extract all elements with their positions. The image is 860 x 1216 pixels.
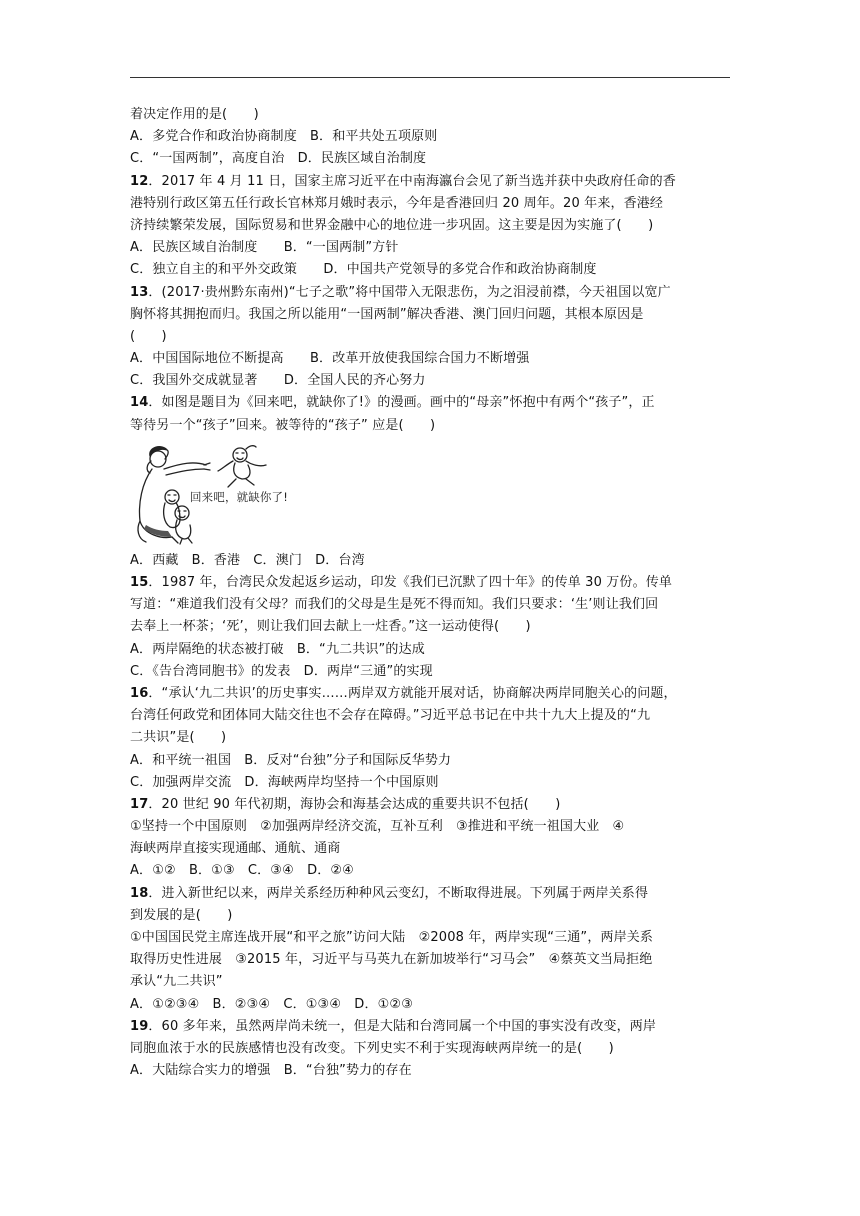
question-stem-line: ．1987 年，台湾民众发起返乡运动，印发《我们已沉默了四十年》的传单 30 万份。传单 xyxy=(148,575,673,590)
question-stem-line: 台湾任何政党和团体同大陆交往也不会存在障碍。”习近平总书记在中共十九大上提及的“九 xyxy=(130,708,651,724)
question-stem-line: 港特别行政区第五任行政长官林郑月娥时表示，今年是香港回归 20 周年。20 年来，香港经 xyxy=(130,195,664,211)
question-14-options: A．西藏 B．香港 C．澳门 D．台湾 xyxy=(130,552,365,568)
question-stem-line: 写道：“难道我们没有父母？而我们的父母是生是死不得而知。我们只要求：‘生’则让我们回 xyxy=(130,597,659,613)
question-19 xyxy=(130,1016,732,1083)
question-15-options-cd: C．《告台湾同胞书》的发表 D．两岸“三通”的实现 xyxy=(130,663,433,679)
question-number: 17 xyxy=(130,796,149,812)
question-number: 19 xyxy=(130,1018,149,1034)
question-number: 18 xyxy=(130,885,149,901)
question-stem-line: 取得历史性进展 ③2015 年，习近平与马英九在新加坡举行“习马会” ④蔡英文当局拒绝 xyxy=(130,952,653,968)
question-13-options-ab: A．中国国际地位不断提高 B．改革开放使我国综合国力不断增强 xyxy=(130,351,530,367)
question-15 xyxy=(130,572,732,683)
question-stem-line: ．2017 年 4 月 11 日，国家主席习近平在中南海瀛台会见了新当选并获中央政府任命的香 xyxy=(148,173,676,189)
question-18 xyxy=(130,883,732,1016)
question-19-options-ab: A．大陆综合实力的增强 B．“台独”势力的存在 xyxy=(130,1063,412,1079)
question-stem-line: 承认“九二共识” xyxy=(130,974,223,990)
question-13 xyxy=(130,282,732,393)
question-stem-line: 胸怀将其拥抱而归。我国之所以能用“一国两制”解决香港、澳门回归问题，其根本原因是 xyxy=(130,306,644,322)
question-stem-line: ．如图是题目为《回来吧，就缺你了!》的漫画。画中的“母亲”怀抱中有两个“孩子”，正 xyxy=(148,395,655,411)
question-13-options-cd: C．我国外交成就显著 D．全国人民的齐心努力 xyxy=(130,373,426,389)
question-11-stem-end: 着决定作用的是( ) xyxy=(130,107,259,122)
question-stem-line: 到发展的是( ) xyxy=(130,907,233,923)
question-16-options-cd: C．加强两岸交流 D．海峡两岸均坚持一个中国原则 xyxy=(130,774,439,790)
question-stem-line: 同胞血浓于水的民族感情也没有改变。下列史实不利于实现海峡两岸统一的是( ) xyxy=(130,1040,614,1056)
question-12-options-cd: C．独立自主的和平外交政策 D．中国共产党领导的多党合作和政治协商制度 xyxy=(130,262,597,278)
header-rule xyxy=(130,77,730,78)
question-stem-line: ①中国国民党主席连战开展“和平之旅”访问大陆 ②2008 年，两岸实现“三通”，两岸关系 xyxy=(130,930,654,945)
question-stem-line: 济持续繁荣发展，国际贸易和世界金融中心的地位进一步巩固。这主要是因为实施了( ) xyxy=(130,217,654,233)
question-number: 16 xyxy=(130,685,149,701)
question-number: 15 xyxy=(130,575,149,590)
cartoon-drawing xyxy=(132,439,332,545)
question-stem-line: 海峡两岸直接实现通邮、通航、通商 xyxy=(130,841,341,857)
question-stem-line: ( ) xyxy=(130,328,167,344)
question-16 xyxy=(130,683,732,794)
question-15-options-ab: A．两岸隔绝的状态被打破 B．“九二共识”的达成 xyxy=(130,641,425,657)
question-number: 13 xyxy=(130,284,149,300)
question-12 xyxy=(130,171,732,282)
question-stem-line: ．(2017·贵州黔东南州)“七子之歌”将中国带入无限悲伤，为之泪浸前襟，今天祖国以宽广 xyxy=(148,284,671,300)
question-stem-line: ．进入新世纪以来，两岸关系经历种种风云变幻，不断取得进展。下列属于两岸关系得 xyxy=(148,885,649,901)
question-17 xyxy=(130,794,732,883)
question-18-options: A．①②③④ B．②③④ C．①③④ D．①②③ xyxy=(130,996,414,1012)
question-number: 12 xyxy=(130,173,149,189)
question-stem-line: 等待另一个“孩子”回来。被等待的“孩子” 应是( ) xyxy=(130,417,436,433)
question-17-options: A．①② B．①③ C．③④ D．②④ xyxy=(130,863,354,879)
cartoon-illustration xyxy=(130,439,732,547)
question-stem-line: 去奉上一杯茶；‘死’，则让我们回去献上一炷香。”这一运动使得( ) xyxy=(130,619,531,635)
exam-page xyxy=(130,104,732,1082)
question-14 xyxy=(130,392,732,572)
question-11 xyxy=(130,104,732,171)
cartoon-caption: 回来吧，就缺你了! xyxy=(190,489,288,504)
question-stem-line: ．“承认‘九二共识’的历史事实……两岸双方就能开展对话，协商解决两岸同胞关心的问题， xyxy=(148,685,677,701)
question-stem-line: ．60 多年来，虽然两岸尚未统一，但是大陆和台湾同属一个中国的事实没有改变，两岸 xyxy=(148,1018,657,1034)
question-11-options-cd: C．“一国两制”，高度自治 D．民族区域自治制度 xyxy=(130,151,427,167)
question-stem-line: ．20 世纪 90 年代初期，海协会和海基会达成的重要共识不包括( ) xyxy=(148,796,561,812)
question-12-options-ab: A．民族区域自治制度 B．“一国两制”方针 xyxy=(130,240,399,256)
question-number: 14 xyxy=(130,395,149,411)
question-stem-line: 二共识”是( ) xyxy=(130,730,227,746)
question-11-options-ab: A．多党合作和政治协商制度 B．和平共处五项原则 xyxy=(130,129,438,145)
question-16-options-ab: A．和平统一祖国 B．反对“台独”分子和国际反华势力 xyxy=(130,752,452,768)
question-stem-line: ①坚持一个中国原则 ②加强两岸经济交流，互补互利 ③推进和平统一祖国大业 ④ xyxy=(130,819,625,835)
